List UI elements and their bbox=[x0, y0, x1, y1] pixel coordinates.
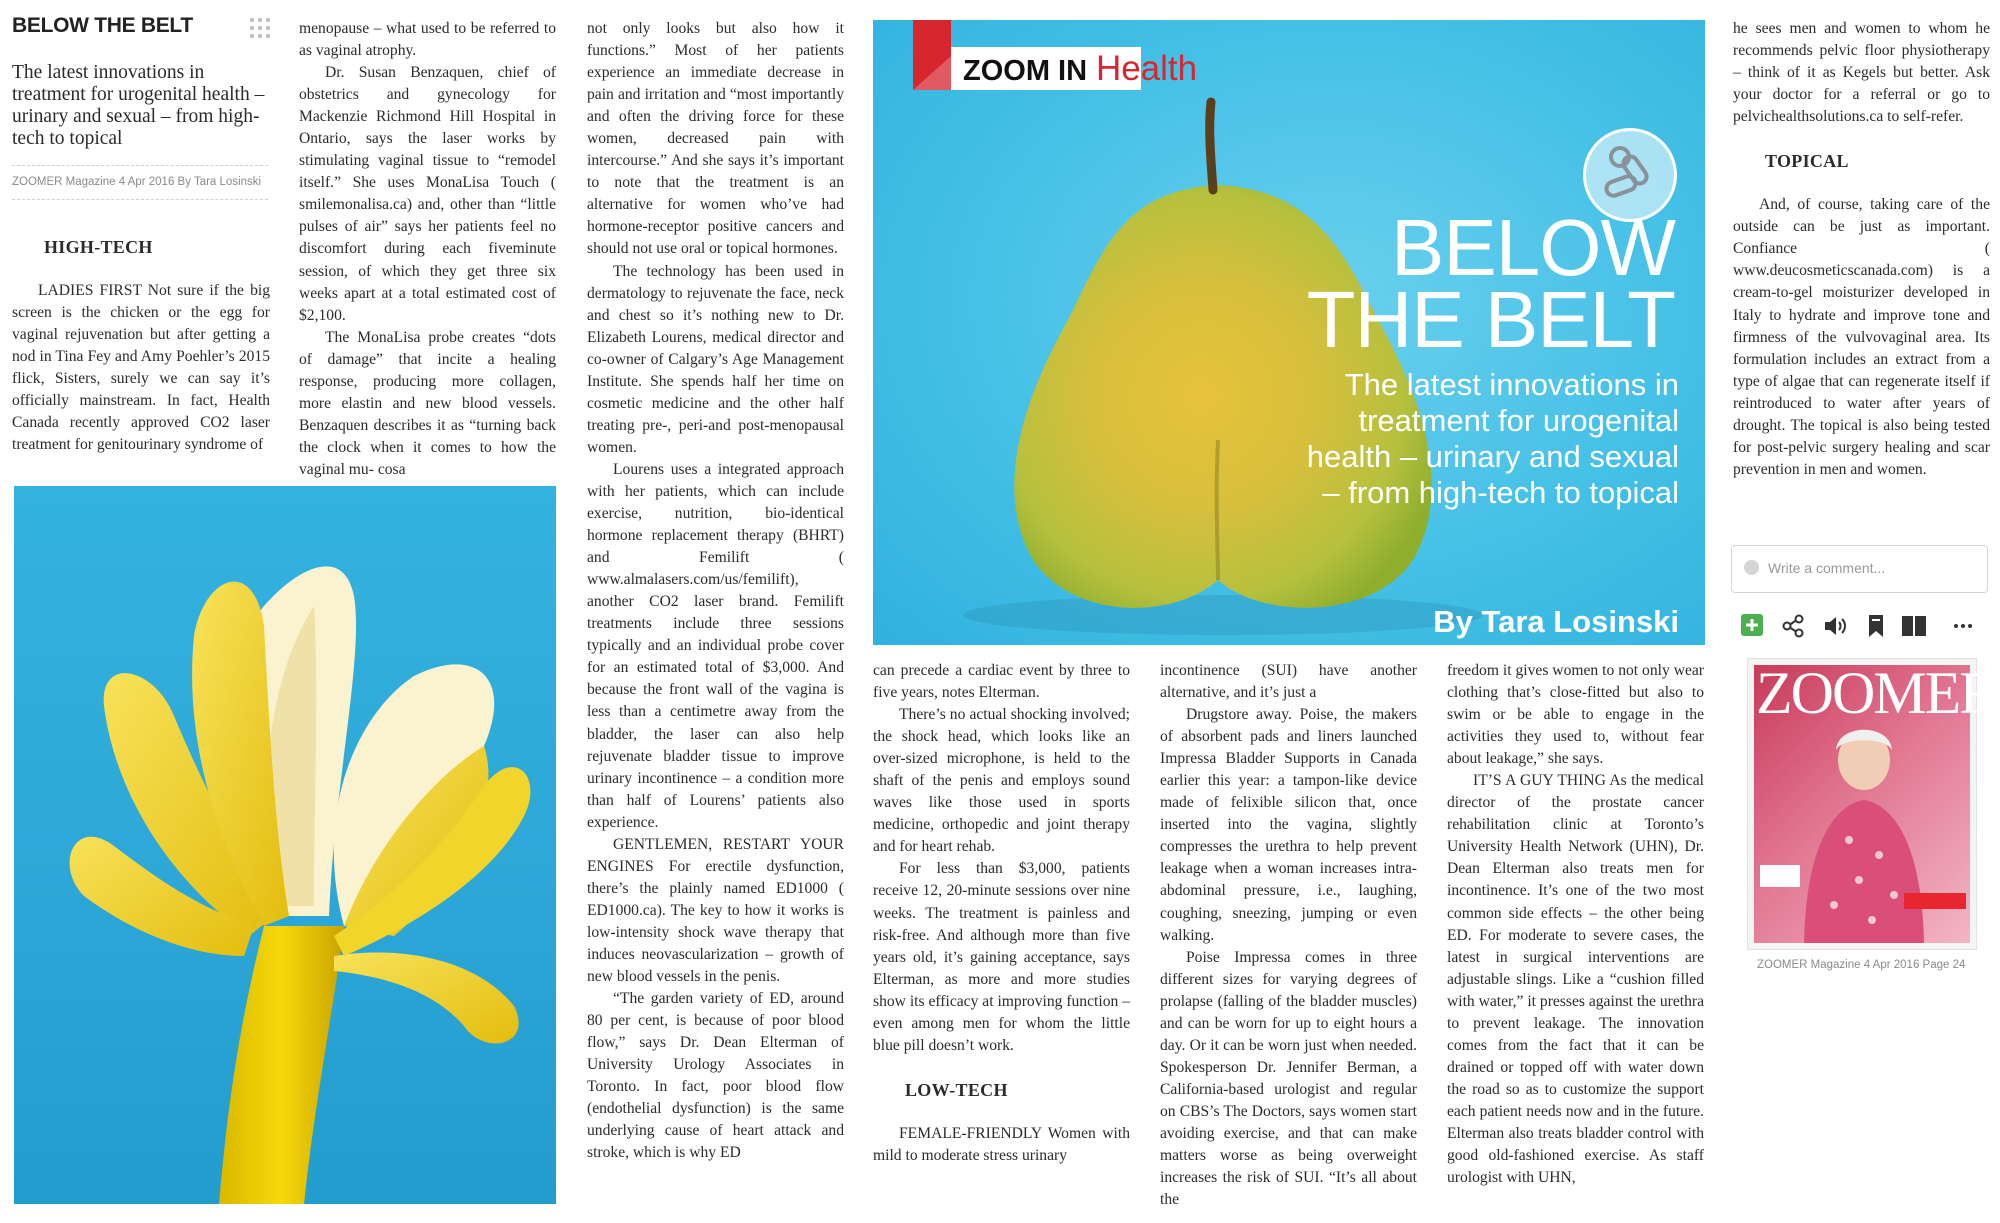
paragraph: can precede a cardiac event by three to five years, notes Elterman. bbox=[873, 662, 1130, 702]
bookmark-icon[interactable] bbox=[1867, 614, 1885, 638]
comment-placeholder: Write a comment... bbox=[1768, 560, 1886, 576]
logo-health: Health bbox=[1095, 49, 1198, 88]
article-column-6 bbox=[1447, 660, 1704, 1214]
audio-icon[interactable] bbox=[1823, 614, 1849, 638]
paragraph: Dr. Susan Benzaquen, chief of obstetrics and gynecology for Mackenzie Richmond Hill Hospital in Ontario, says the laser works by stimulating vaginal tissue to “remodel itself.” She uses MonaLisa Touch ( smilemonalisa.ca) and, other than “little pulses of air” says her patients feel no discomfort during each fiveminute session, of which they get three six weeks apart at a total estimated cost of $2,100. bbox=[299, 64, 556, 324]
cover-portrait bbox=[1754, 665, 1970, 943]
paragraph: Drugstore away. Poise, the makers of absorbent pads and liners launched Impressa Bladder Supports in Canada earlier this year: a tampon-like device made of felixible silicon that, once inserted into the vagina, slightly compresses the urethra to help prevent leakage when a woman increases intra-abdominal pressure, i.e., laughing, coughing, sneezing, jumping or even walking. bbox=[1160, 706, 1417, 944]
article-column-4 bbox=[873, 660, 1130, 1214]
comment-input[interactable] bbox=[1731, 545, 1988, 593]
paragraph: GENTLEMEN, RESTART YOUR ENGINES For erectile dysfunction, there’s the plainly named ED1000 ( ED1000.ca). The key to how it works is low-intensity shock wave therapy that induces neovascularization – growth of new blood vessels in the penis. bbox=[587, 835, 844, 986]
share-icon[interactable] bbox=[1781, 614, 1805, 638]
article-title: BELOW THE BELT bbox=[12, 14, 193, 37]
magazine-cover-thumbnail[interactable] bbox=[1747, 658, 1998, 950]
section-heading-high-tech: HIGH-TECH bbox=[44, 237, 153, 257]
article-toolbar bbox=[1741, 614, 1981, 638]
paragraph: freedom it gives women to not only wear clothing that’s close-fitted but also to swim or be able to engage in the activities they used to, without fear about leakage,” she says. bbox=[1447, 662, 1704, 768]
hero-title bbox=[1306, 203, 1675, 364]
article-deck: The latest innovations in treatment for urogenital health – urinary and sexual – from high-tech to topical bbox=[12, 62, 265, 149]
cover-meta: ZOOMER Magazine 4 Apr 2016 Page 24 bbox=[1757, 959, 1966, 971]
paragraph: he sees men and women to whom he recommends pelvic floor physiotherapy – think of it as Kegels but better. Ask your doctor for a referral or go to pelvichealthsolutions.ca to self-refer. bbox=[1733, 20, 1990, 126]
more-options-icon[interactable] bbox=[1953, 614, 1973, 638]
paragraph: LADIES FIRST Not sure if the big screen is the chicken or the egg for vaginal rejuvenation but after getting a nod in Tina Fey and Amy Poehler’s 2015 flick, Sisters, surely we can say it’s officially mainstream. In fact, Health Canada recently approved CO2 laser treatment for genitourinary syndrome of bbox=[12, 282, 270, 454]
section-heading-low-tech: LOW-TECH bbox=[905, 1079, 1008, 1100]
hero-title-line-1: BELOW bbox=[1391, 203, 1675, 292]
paragraph: IT’S A GUY THING As the medical director of the prostate cancer rehabilitation clinic at Toronto’s University Health Network (UHN), Dr. Dean Elterman also treats men for incontinence. It’s one of the two most common side effects – the other being ED. For moderate to severe cases, the latest in surgical interventions are adjustable slings. Like a “cushion filled with water,” it presses against the urethra to prevent leakage. The innovation comes from the fact that it can be drained or topped off with water down the road so as to customize the support each patient needs now and in the future. Elterman also treats bladder control with good old-fashioned exercise. As staff urologist with UHN, bbox=[1447, 772, 1705, 1187]
brand-logo-mark bbox=[913, 20, 951, 90]
article-meta: ZOOMER Magazine 4 Apr 2016 By Tara Losinski bbox=[12, 176, 262, 188]
paragraph: Lourens uses a integrated approach with her patients, which can include exercise, nutrition, bio-identical hormone replacement therapy (BHRT) and Femilift ( www.almalasers.com/us/femilift), another CO2 laser brand. Femilift treatments include three sessions typically and an individual probe cover for an estimated total of $3,000. And because the front wall of the vagina is less than a centimetre away from the bladder, the laser can also help rejuvenate bladder tissue to improve urinary incontinence – a condition more than half of Lourens’ patients also experience. bbox=[587, 460, 844, 831]
grid-menu-icon[interactable] bbox=[250, 18, 272, 40]
paragraph: And, of course, taking care of the outside can be just as important. Confiance ( www.deucosmeticscanada.com) is a cream-to-gel moisturizer developed in Italy to hydrate and improve tone and firmness of the vulvovaginal area. Its formulation includes an extract from a type of algae that can regenerate itself if reintroduced to water after years of drought. The topical is also being tested for post-pelvic surgery healing and scar prevention in men and women. bbox=[1733, 196, 1990, 478]
hero-title-line-2: THE BELT bbox=[1306, 275, 1675, 364]
section-heading-topical: TOPICAL bbox=[1765, 151, 1849, 172]
hero-byline: By Tara Losinski bbox=[1433, 604, 1679, 639]
article-column-1 bbox=[12, 236, 270, 480]
paragraph: For less than $3,000, patients receive 12, 20-minute sessions over nine weeks. The treatment is painless and risk-free. And although more than five years old, it’s gaining acceptance, says Elterman, as more and more studies show its efficacy at improving function – even among men for whom the little blue pill doesn’t work. bbox=[873, 860, 1130, 1054]
paragraph: Poise Impressa comes in three different sizes for varying degrees of prolapse (falling of the bladder muscles) and can be worn for up to eight hours a day. Or it can be worn just when needed. Spokesperson Dr. Jennifer Berman, a California-based urologist and regular on CBS’s The Doctors, says women start avoiding exercise, and that can make matters worse as being overweight increases the risk of SUI. “It’s all about the bbox=[1160, 948, 1417, 1209]
paragraph: “The garden variety of ED, around 80 per cent, is because of poor blood flow,” says Dr. Dean Elterman of University Urology Associates in Toronto. In fact, poor blood flow (endothelial dysfunction) is the same underlying cause of heart attack and stroke, which is why ED bbox=[587, 990, 844, 1162]
cover-image bbox=[1754, 660, 1998, 943]
paragraph: The technology has been used in dermatology to rejuvenate the face, neck and chest so it’s nothing new to Dr. Elizabeth Lourens, medical director and co-owner of Calgary’s Age Management Institute. She spends half her time on cosmetic medicine and the other half treating pre-, peri-and post-menopausal women. bbox=[587, 262, 844, 456]
article-column-2 bbox=[299, 18, 556, 482]
article-column-7 bbox=[1733, 18, 1990, 528]
two-page-view-icon[interactable] bbox=[1901, 614, 1927, 638]
paragraph: menopause – what used to be referred to as vaginal atrophy. bbox=[299, 20, 556, 60]
divider bbox=[12, 199, 268, 200]
paragraph: incontinence (SUI) have another alternative, and it’s just a bbox=[1160, 662, 1417, 702]
banana-photo bbox=[14, 486, 556, 1204]
paragraph: The MonaLisa probe creates “dots of damage” that incite a healing response, producing more collagen, more elastin and new blood vessels. Benzaquen describes it as “turning back the clock when it comes to how the vaginal mu- cosa bbox=[299, 328, 556, 478]
cover-masthead: ZOOMER bbox=[1756, 660, 1998, 726]
section-logo bbox=[963, 50, 1197, 90]
hero-deck: The latest innovations in treatment for urogenital health – urinary and sexual – from high-tech to topical bbox=[1306, 367, 1679, 510]
article-column-3 bbox=[587, 18, 844, 1214]
add-icon[interactable] bbox=[1741, 614, 1763, 638]
user-avatar-icon bbox=[1744, 560, 1759, 575]
paragraph: FEMALE-FRIENDLY Women with mild to moderate stress urinary bbox=[873, 1124, 1130, 1164]
paragraph: not only looks but also how it functions.” Most of her patients experience an immediate decrease in pain and irritation and “most importantly and often the driving force for these women, decreased pain with intercourse.” And she says it’s important to note that the treatment is an alternative for women who’ve had hormone-receptor positive cancers and should not use oral or topical hormones. bbox=[587, 20, 844, 258]
article-column-5 bbox=[1160, 660, 1417, 1214]
hero-image bbox=[873, 20, 1705, 645]
divider bbox=[12, 165, 268, 166]
logo-zoom-in: ZOOM IN bbox=[963, 55, 1088, 87]
paragraph: There’s no actual shocking involved; the shock head, which looks like an over-sized microphone, is held to the shaft of the penis and employs sound waves like those used in sports medicine, orthopedic and joint therapy and for heart rehab. bbox=[873, 706, 1130, 856]
